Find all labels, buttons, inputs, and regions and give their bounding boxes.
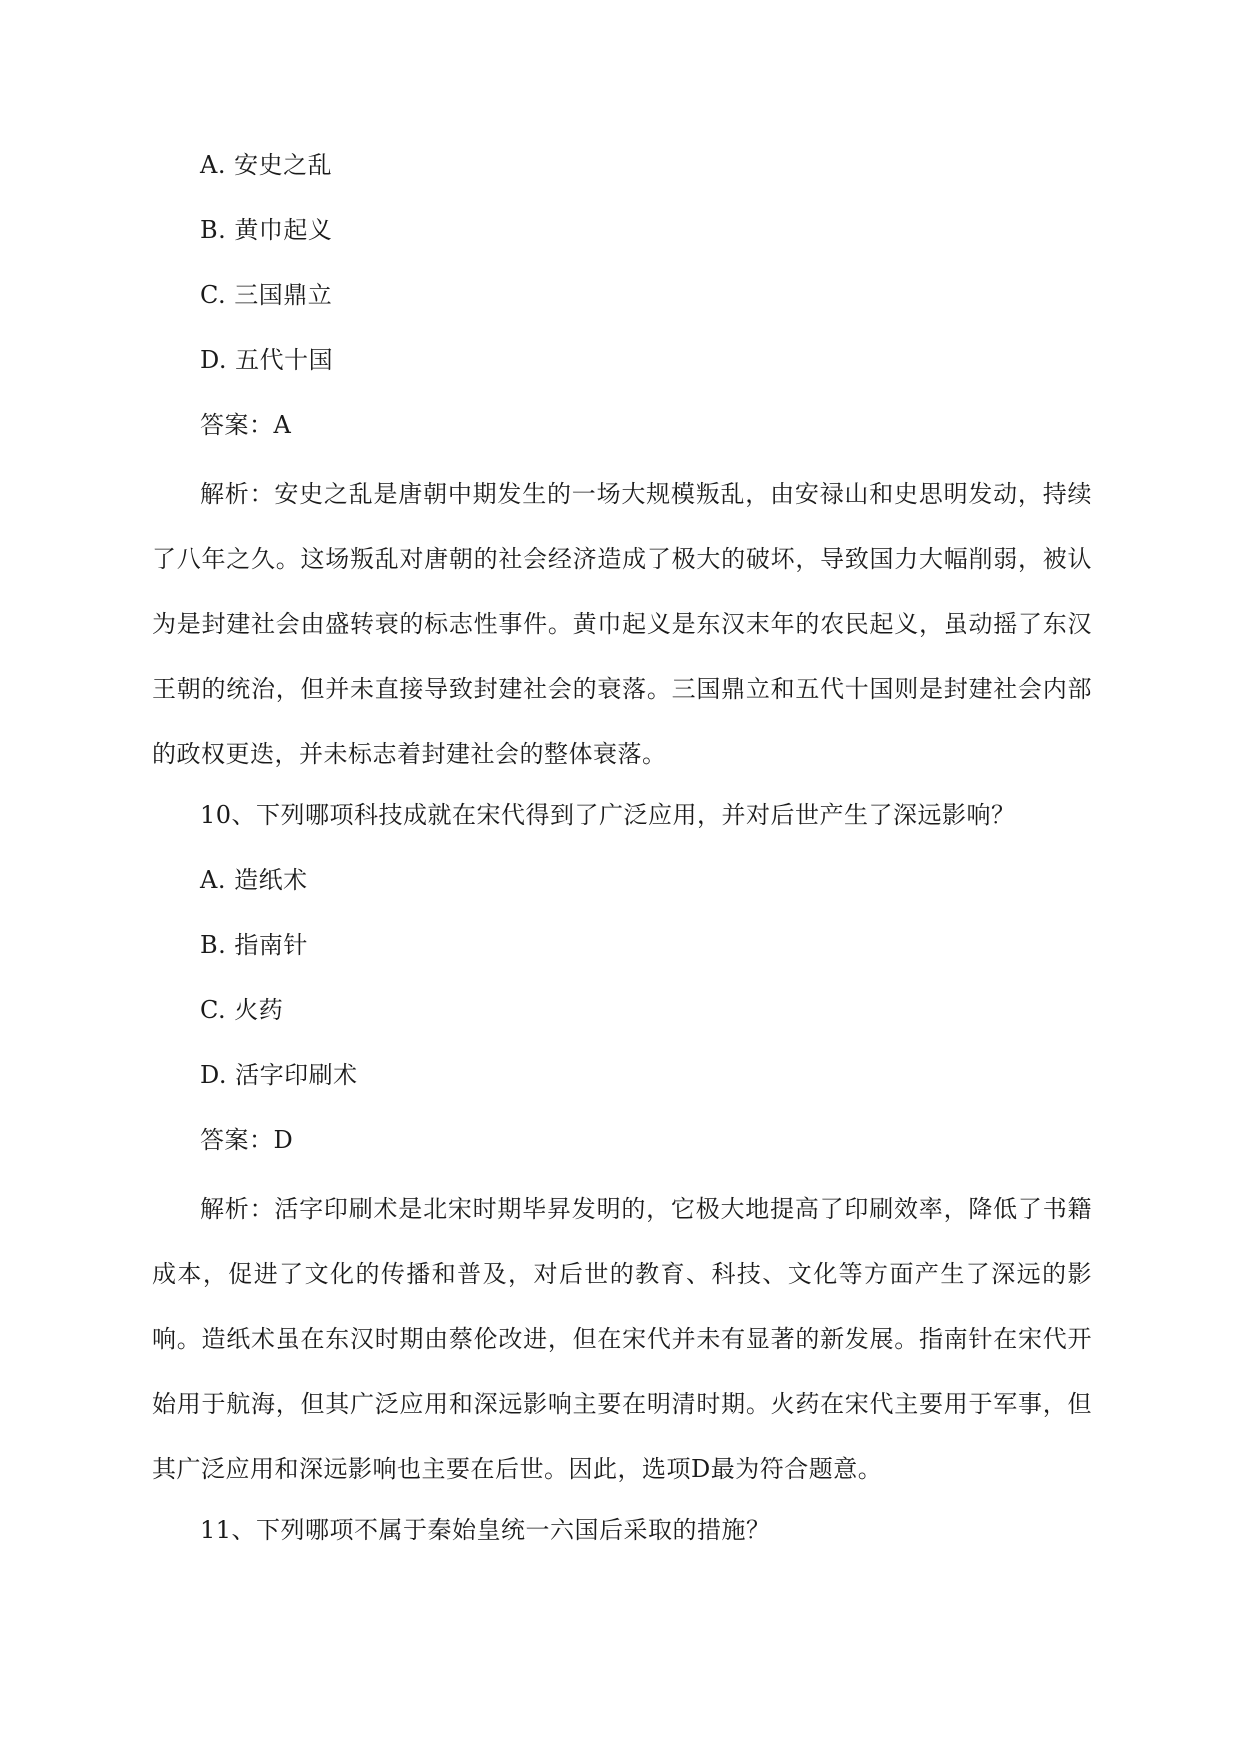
q9-analysis: 解析：安史之乱是唐朝中期发生的一场大规模叛乱，由安禄山和史思明发动，持续了八年之久。这场叛乱对唐朝的社会经济造成了极大的破坏，导致国力大幅削弱，被认为是封建社会由盛转衰的标志性事件。黄巾起义是东汉末年的农民起义，虽动摇了东汉王朝的统治，但并未直接导致封建社会的衰落。三国鼎立和五代十国则是封建社会内部的政权更迭，并未标志着封建社会的整体衰落。 xyxy=(152,480,1092,768)
q9-option-c: C. 三国鼎立 xyxy=(200,281,333,309)
q9-answer: 答案：A xyxy=(200,411,292,439)
q10-question: 10、下列哪项科技成就在宋代得到了广泛应用，并对后世产生了深远影响？ xyxy=(200,801,1016,829)
q10-answer: 答案：D xyxy=(200,1126,294,1154)
q9-option-b: B. 黄巾起义 xyxy=(200,216,333,244)
q9-option-d: D. 五代十国 xyxy=(200,346,334,374)
q10-option-a: A. 造纸术 xyxy=(200,866,308,894)
q10-option-c: C. 火药 xyxy=(200,996,284,1024)
q9-option-a: A. 安史之乱 xyxy=(200,151,333,179)
q10-analysis: 解析：活字印刷术是北宋时期毕昇发明的，它极大地提高了印刷效率，降低了书籍成本，促进了文化的传播和普及，对后世的教育、科技、文化等方面产生了深远的影响。造纸术虽在东汉时期由蔡伦改进，但在宋代并未有显著的新发展。指南针在宋代开始用于航海，但其广泛应用和深远影响主要在明清时期。火药在宋代主要用于军事，但其广泛应用和深远影响也主要在后世。因此，选项D最为符合题意。 xyxy=(152,1195,1092,1483)
q10-option-d: D. 活字印刷术 xyxy=(200,1061,358,1089)
q10-option-b: B. 指南针 xyxy=(200,931,308,959)
q11-question: 11、下列哪项不属于秦始皇统一六国后采取的措施？ xyxy=(200,1516,771,1544)
